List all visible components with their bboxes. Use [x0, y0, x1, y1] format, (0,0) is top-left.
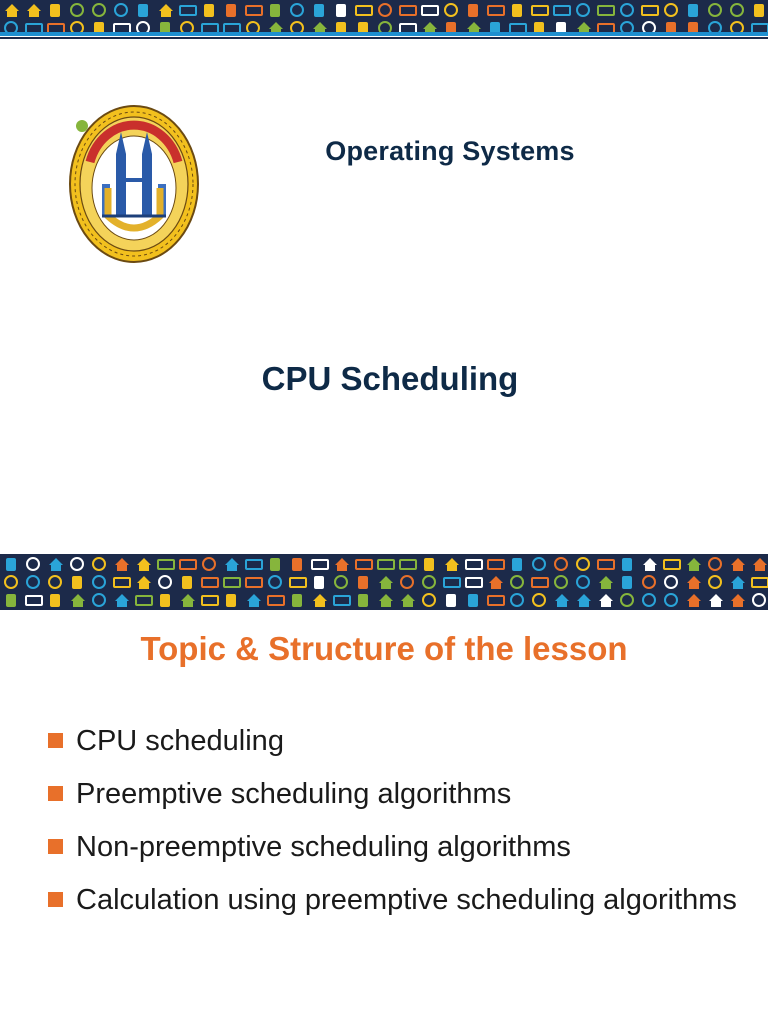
banner-pattern-icon [688, 4, 698, 17]
banner-pattern-icon [50, 594, 60, 607]
banner-pattern-icon [94, 22, 104, 32]
list-item-text: Calculation using preemptive scheduling algorithms [76, 884, 737, 916]
banner-pattern-icon [468, 4, 478, 17]
banner-pattern-icon [314, 4, 324, 17]
banner-pattern-icon [270, 4, 280, 17]
banner-pattern-icon [336, 22, 346, 32]
orange-square-bullet-icon [48, 839, 63, 854]
banner-pattern-icon [226, 4, 236, 17]
list-item [48, 824, 748, 870]
course-title: Operating Systems [325, 136, 575, 166]
section-banner [0, 554, 768, 610]
banner-pattern-icon [512, 558, 522, 571]
list-item-text: Non-preemptive scheduling algorithms [76, 831, 571, 863]
banner-pattern-icon [666, 22, 676, 32]
list-item [48, 877, 748, 923]
banner-pattern-icon [358, 576, 368, 589]
slide-heading: Topic & Structure of the lesson [140, 630, 628, 667]
banner-pattern-icon [490, 22, 500, 32]
banner-pattern-icon [446, 22, 456, 32]
banner-pattern-icon [358, 22, 368, 32]
banner-pattern-icon [160, 22, 170, 32]
banner-pattern-icon [688, 22, 698, 32]
university-kuala-lumpur-crest-icon [68, 104, 200, 264]
banner-pattern-icon [534, 22, 544, 32]
orange-square-bullet-icon [48, 733, 63, 748]
banner-pattern-icon [6, 594, 16, 607]
bullet-list [48, 718, 748, 930]
orange-square-bullet-icon [48, 786, 63, 801]
list-item-text: Preemptive scheduling algorithms [76, 778, 512, 810]
list-item-text: CPU scheduling [76, 725, 284, 757]
banner-pattern-icon [270, 558, 280, 571]
banner-pattern-icon [622, 576, 632, 589]
banner-pattern-icon [424, 558, 434, 571]
banner-pattern-icon [292, 558, 302, 571]
banner-stripe-thin [0, 37, 768, 39]
banner-pattern-icon [468, 594, 478, 607]
banner-pattern-icon [336, 4, 346, 17]
list-item [48, 718, 748, 764]
banner-pattern-icon [50, 4, 60, 17]
banner-pattern-icon [138, 4, 148, 17]
university-logo [68, 104, 200, 264]
slide-divider [0, 540, 768, 548]
banner-pattern-icon [182, 576, 192, 589]
list-item [48, 771, 748, 817]
technology-icons-pattern-icon [0, 554, 768, 610]
banner-pattern-icon [226, 594, 236, 607]
banner-pattern-icon [358, 594, 368, 607]
banner-pattern-icon [6, 558, 16, 571]
content-slide [0, 548, 768, 1024]
banner-pattern-icon [204, 4, 214, 17]
banner-pattern-icon [512, 4, 522, 17]
banner-pattern-icon [160, 594, 170, 607]
banner-pattern-icon [446, 594, 456, 607]
technology-icons-pattern-icon [0, 0, 768, 32]
banner-pattern-icon [292, 594, 302, 607]
top-banner [0, 0, 768, 32]
banner-stripe [0, 32, 768, 36]
banner-pattern-icon [754, 4, 764, 17]
orange-square-bullet-icon [48, 892, 63, 907]
lecture-title: CPU Scheduling [261, 360, 519, 397]
banner-pattern-icon [72, 576, 82, 589]
banner-pattern-icon [622, 558, 632, 571]
banner-pattern-icon [314, 576, 324, 589]
banner-pattern-icon [556, 22, 566, 32]
